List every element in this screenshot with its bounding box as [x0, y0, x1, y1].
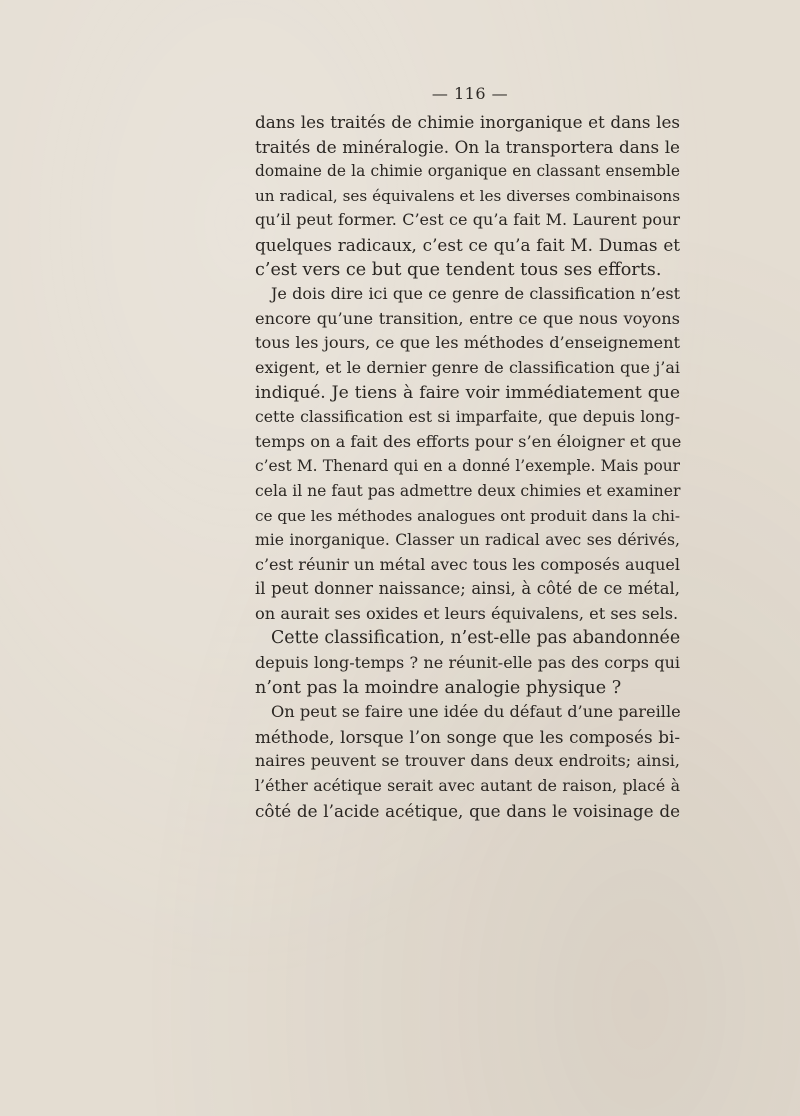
- text-line: dans les traités de chimie inorganique et dans les: [255, 112, 680, 132]
- text-line: c’est M. Thenard qui en a donné l’exemple. Mais pour: [255, 457, 680, 476]
- text-line: encore qu’une transition, entre ce que nous voyons: [255, 308, 680, 328]
- paragraph-4: [255, 700, 680, 823]
- page-number: — 116 —: [431, 84, 509, 103]
- text-line: l’éther acétique serait avec autant de raison, placé à: [255, 776, 680, 796]
- text-line: domaine de la chimie organique en classant ensemble: [255, 162, 680, 181]
- text-line: on aurait ses oxides et leurs équivalens, et ses sels.: [255, 603, 679, 623]
- text-line: méthode, lorsque l’on songe que les composés bi-: [255, 726, 680, 747]
- text-line: qu’il peut former. C’est ce qu’a fait M. Laurent pour: [255, 210, 680, 230]
- paragraph-3: [255, 626, 680, 700]
- text-line: c’est réunir un métal avec tous les composés auquel: [255, 554, 680, 574]
- text-line: un radical, ses équivalens et les diverses combinaisons: [255, 186, 680, 205]
- text-line: c’est vers ce but que tendent tous ses efforts.: [255, 259, 662, 280]
- paragraph-2: [255, 282, 680, 626]
- text-line: depuis long-temps ? ne réunit-elle pas des corps qui: [255, 653, 680, 673]
- text-line: tous les jours, ce que les méthodes d’enseignement: [255, 333, 680, 353]
- text-line: ce que les méthodes analogues ont produit dans la chi-: [255, 506, 680, 525]
- text-line: temps on a fait des efforts pour s’en éloigner et que: [255, 431, 682, 451]
- text-line: mie inorganique. Classer un radical avec ses dérivés,: [255, 531, 680, 550]
- text-line: On peut se faire une idée du défaut d’une pareille: [271, 702, 681, 722]
- text-line: cette classification est si imparfaite, que depuis long-: [255, 408, 680, 427]
- body-text: [255, 110, 680, 823]
- text-line: Je dois dire ici que ce genre de classification n’est: [271, 284, 680, 304]
- text-line: traités de minéralogie. On la transportera dans le: [255, 136, 680, 157]
- text-line: naires peuvent se trouver dans deux endroits; ainsi,: [255, 751, 680, 771]
- text-line: cela il ne faut pas admettre deux chimies et examiner: [255, 481, 681, 500]
- text-line: Cette classification, n’est-elle pas abandonnée: [271, 628, 681, 649]
- text-line: quelques radicaux, c’est ce qu’a fait M. Dumas et: [255, 234, 680, 255]
- text-line: côté de l’acide acétique, que dans le voisinage de: [255, 800, 680, 821]
- text-line: exigent, et le dernier genre de classification que j’ai: [255, 357, 680, 377]
- text-line: indiqué. Je tiens à faire voir immédiatement que: [255, 382, 680, 403]
- text-line: n’ont pas la moindre analogie physique ?: [255, 677, 622, 698]
- paragraph-1: [255, 110, 680, 282]
- text-line: il peut donner naissance; ainsi, à côté de ce métal,: [255, 579, 680, 599]
